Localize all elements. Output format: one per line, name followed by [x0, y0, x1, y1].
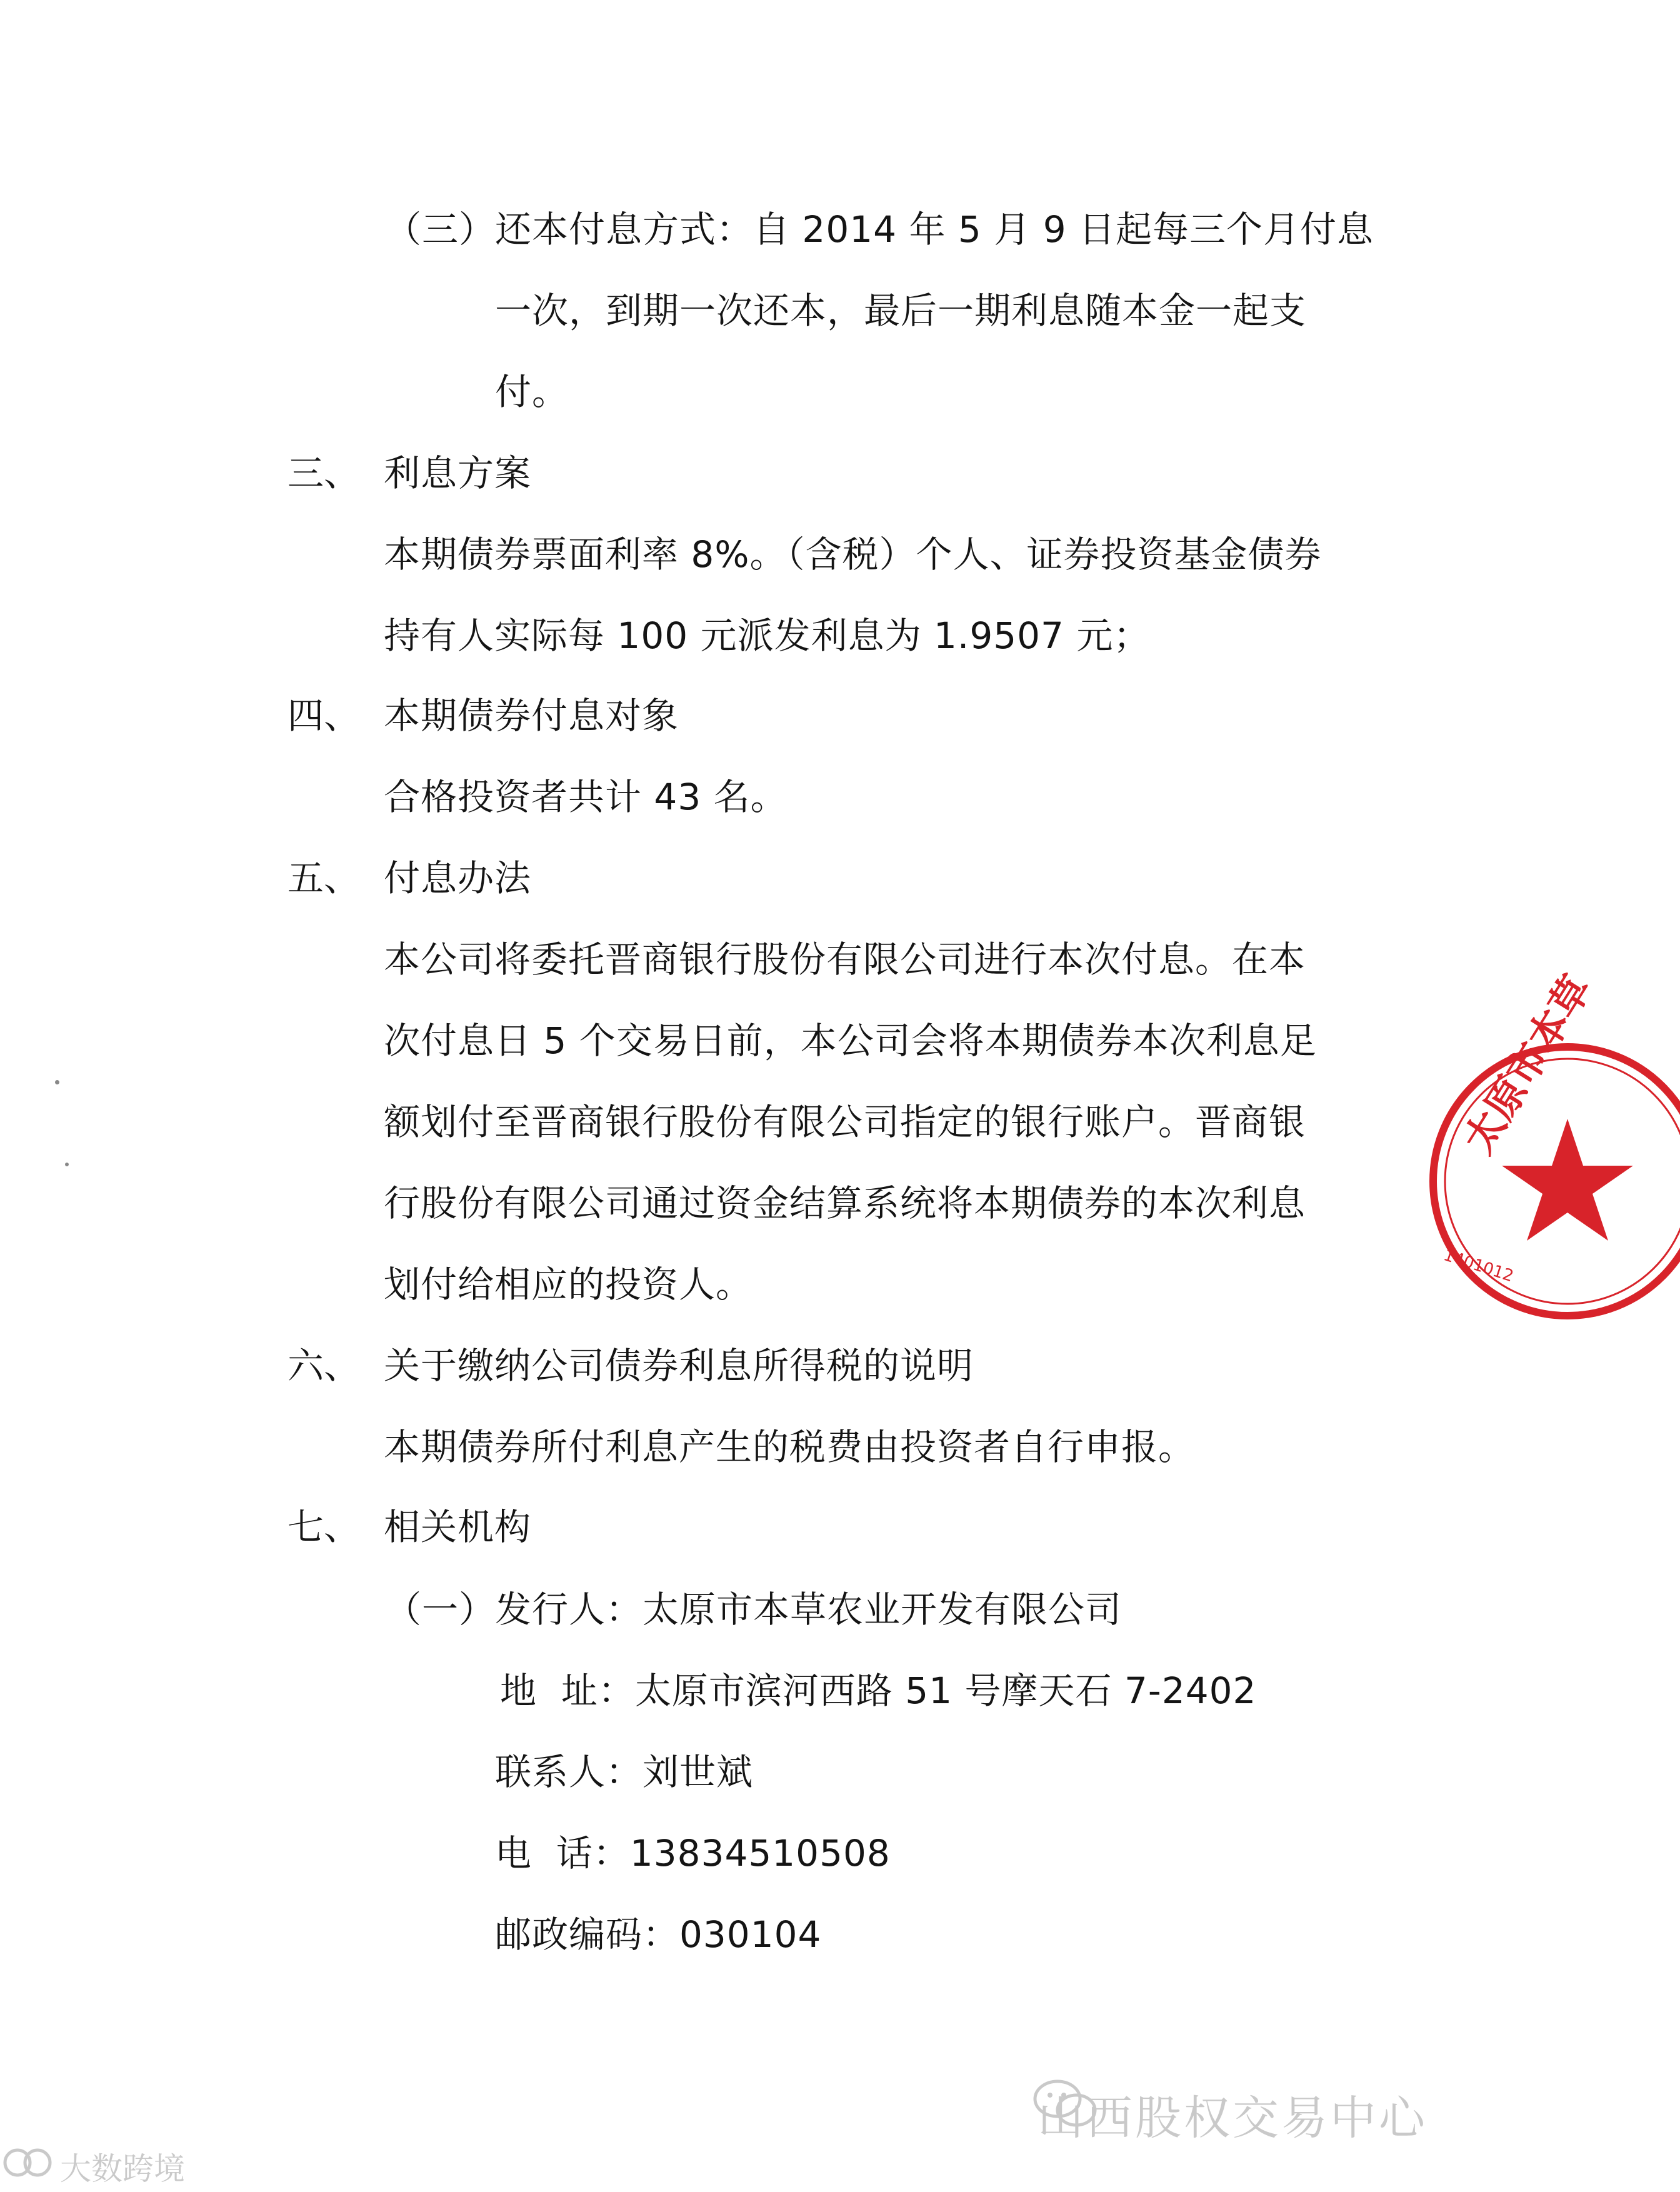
address-line: 地 址：太原市滨河西路 51 号摩天石 7-2402 [500, 1669, 1257, 1712]
heading-6-title: 关于缴纳公司债券利息所得税的说明 [384, 1344, 974, 1387]
investors-line: 合格投资者共计 43 名。 [384, 776, 788, 818]
scan-speck [55, 1080, 59, 1084]
tax-line: 本期债券所付利息产生的税费由投资者自行申报。 [384, 1426, 1196, 1468]
repayment-line-3: 付。 [495, 371, 569, 413]
institution-1-label: （一） [385, 1588, 496, 1631]
payment-line-2: 次付息日 5 个交易日前，本公司会将本期债券本次利息足 [384, 1019, 1317, 1062]
payment-line-3: 额划付至晋商银行股份有限公司指定的银行账户。晋商银 [384, 1101, 1306, 1143]
payment-line-1: 本公司将委托晋商银行股份有限公司进行本次付息。在本 [384, 938, 1306, 981]
heading-3-title: 利息方案 [384, 452, 532, 494]
issuer-line: 发行人：太原市本草农业开发有限公司 [495, 1588, 1122, 1631]
section-3-label: （三） [385, 208, 496, 251]
repayment-line-2: 一次，到期一次还本，最后一期利息随本金一起支 [495, 289, 1307, 332]
scan-speck [65, 1163, 69, 1166]
repayment-line-1: 还本付息方式：自 2014 年 5 月 9 日起每三个月付息 [495, 208, 1374, 251]
seal-number: 1401012 [1441, 1246, 1516, 1286]
heading-5-title: 付息办法 [384, 857, 532, 899]
interest-line-1: 本期债券票面利率 8%。（含税）个人、证券投资基金债券 [384, 533, 1322, 576]
contact-line: 联系人：刘世斌 [495, 1751, 754, 1793]
company-seal [1418, 967, 1680, 1325]
heading-7-title: 相关机构 [384, 1506, 532, 1548]
phone-line: 电 话：13834510508 [495, 1832, 891, 1874]
payment-line-5: 划付给相应的投资人。 [384, 1263, 753, 1306]
payment-line-4: 行股份有限公司通过资金结算系统将本期债券的本次利息 [384, 1182, 1306, 1224]
logo-icon [0, 2141, 56, 2184]
seal-name: 太原市本草 [1454, 967, 1601, 1162]
watermark-left: 大数跨境 [60, 2151, 185, 2187]
heading-5-number: 五、 [288, 857, 361, 899]
heading-7-number: 七、 [288, 1506, 361, 1548]
heading-4-number: 四、 [288, 694, 361, 737]
heading-3-number: 三、 [288, 452, 361, 494]
heading-4-title: 本期债券付息对象 [384, 694, 679, 737]
watermark-right: 山西股权交易中心 [1038, 2091, 1428, 2145]
interest-line-2: 持有人实际每 100 元派发利息为 1.9507 元； [384, 614, 1151, 657]
postcode-line: 邮政编码：030104 [495, 1913, 822, 1956]
heading-6-number: 六、 [288, 1344, 361, 1387]
